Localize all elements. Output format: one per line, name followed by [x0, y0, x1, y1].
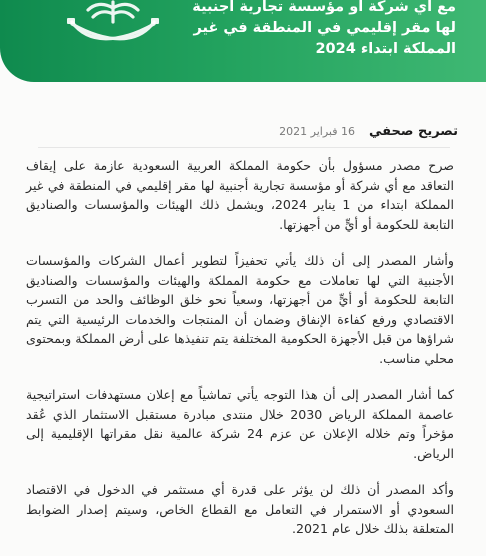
publish-date: 16 فبراير 2021 — [279, 125, 355, 138]
paragraph: وأكد المصدر أن ذلك لن يؤثر على قدرة أي مستثمر في الدخول في الاقتصاد السعودي أو الاستمرار في التعامل مع القطاع الخاص، وسيتم إصدار الضوابط المتعلقة بذلك خلال عام 2021. — [26, 482, 454, 536]
palm-and-swords-emblem-icon — [58, 0, 168, 52]
byline — [279, 124, 458, 139]
divider — [38, 147, 450, 148]
headline: مع أي شركة أو مؤسسة تجارية أجنبية لها مقر إقليمي في المنطقة في غير المملكة ابتداء 2024 — [192, 0, 456, 57]
header-banner — [0, 0, 486, 82]
paragraph: وأشار المصدر إلى أن ذلك يأتي تحفيزاً لتطوير أعمال الشركات والمؤسسات الأجنبية التي لها تعاملات مع حكومة المملكة والهيئات والمؤسسات والصناديق التابعة للحكومة أو أيٍّ من أجهزتها، وسعياً نحو خلق الوظائف والحد من التسرب الاقتصادي ورفع كفاءة الإنفاق وضمان أن المنتجات والخدمات الرئيسية التي يتم شراؤها من قبل الأجهزة الحكومية المختلفة يتم تنفيذها على أرض المملكة وبمحتوى محلي مناسب. — [26, 253, 454, 366]
paragraph: صرح مصدر مسؤول بأن حكومة المملكة العربية السعودية عازمة على إيقاف التعاقد مع أي شركة أو مؤسسة تجارية أجنبية لها مقر إقليمي في المنطقة في غير المملكة ابتداء من 1 يناير 2024، ويشمل ذلك الهيئات والمؤسسات والصناديق التابعة للحكومة أو أيٍّ من أجهزتها. — [26, 158, 454, 232]
article-body — [26, 156, 454, 556]
paragraph: كما أشار المصدر إلى أن هذا التوجه يأتي تماشياً مع إعلان مستهدفات استراتيجية عاصمة المملكة الرياض 2030 خلال منتدى مبادرة مستقبل الاستثمار الذي عُقد مؤخراً وتم خلاله الإعلان عن عزم 24 شركة عالمية نقل مقراتها الإقليمية إلى الرياض. — [26, 387, 454, 461]
press-release-label: تصريح صحفي — [369, 124, 458, 139]
